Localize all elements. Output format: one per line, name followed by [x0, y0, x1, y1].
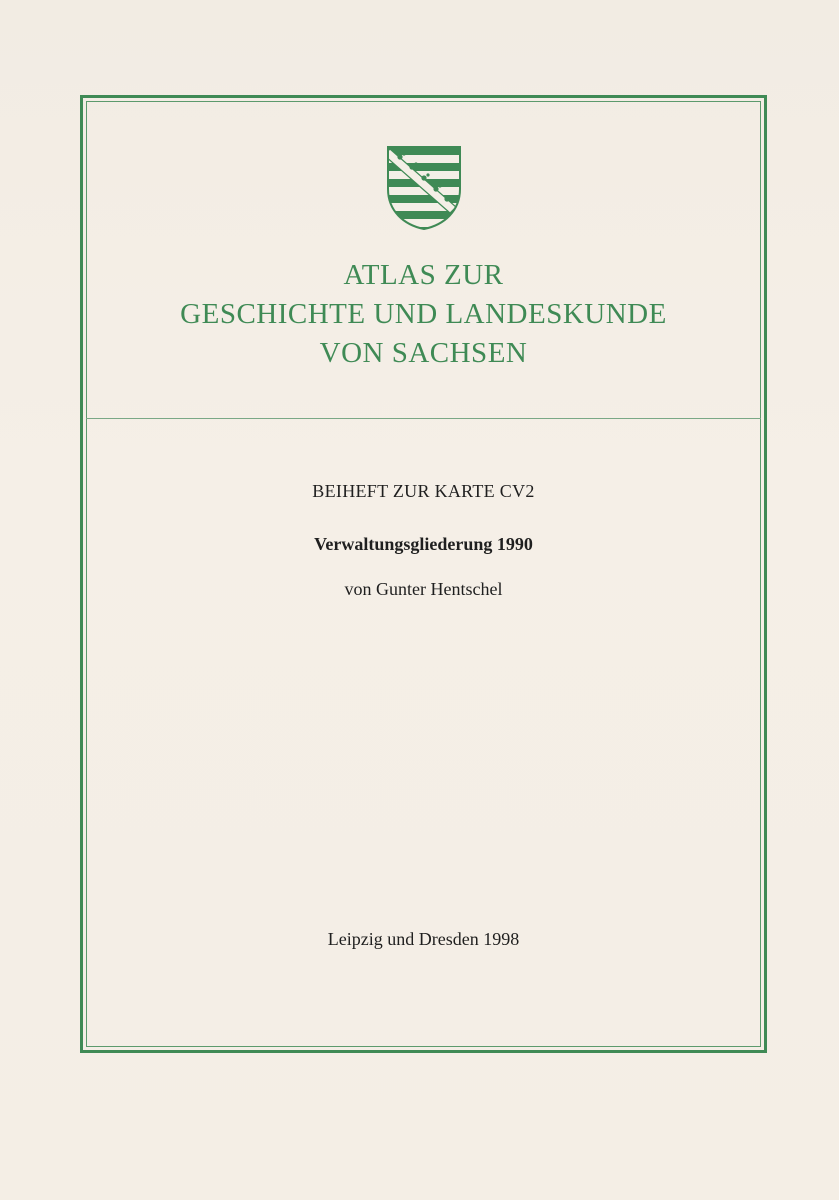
- supplement-topic: Verwaltungsgliederung 1990: [314, 534, 533, 554]
- title-line-2: GESCHICHTE UND LANDESKUNDE: [180, 298, 667, 330]
- saxony-coat-of-arms-icon: [386, 145, 462, 231]
- title-line-3: VON SACHSEN: [319, 337, 528, 369]
- title-line-1: ATLAS ZUR: [343, 259, 504, 291]
- section-divider: [86, 418, 761, 419]
- supplement-author: von Gunter Hentschel: [344, 579, 503, 599]
- atlas-title: [86, 256, 761, 373]
- supplement-label: BEIHEFT ZUR KARTE CV2: [312, 481, 535, 501]
- imprint-place-year: Leipzig und Dresden 1998: [327, 929, 520, 949]
- inner-border-frame: [86, 101, 761, 1047]
